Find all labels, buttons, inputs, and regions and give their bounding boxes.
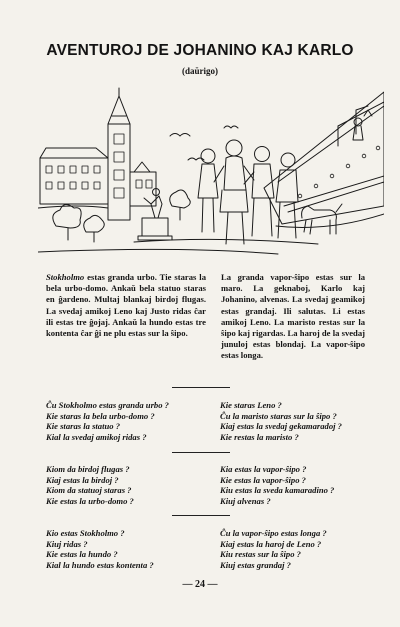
city-hall-drawing	[38, 88, 156, 220]
page-number: — 24 —	[182, 579, 218, 590]
section-divider	[172, 452, 230, 453]
question-line: Kiaj estas la svedaj gekamaradoj ?	[220, 421, 342, 432]
question-block-2-right	[220, 464, 334, 506]
question-line: Kiom da birdoj flugas ?	[46, 464, 130, 474]
question-line: Kie restas la maristo ?	[220, 431, 299, 442]
question-line: Kiom da statuoj staras ?	[46, 485, 132, 496]
city-name: Stokholmo	[46, 272, 85, 282]
question-line: Ĉu Stokholmo estas granda urbo ?	[46, 400, 169, 410]
ground-line	[38, 249, 278, 254]
question-line: Kiu restas sur la ŝipo ?	[220, 549, 301, 560]
right-paragraph-text: La granda vapor-ŝipo estas sur la maro. La geknaboj, Karlo kaj Johanino, alvenas. La svedaj geamikoj estas grandaj. Ili salutas. Li estas amikoj Leno. La maristo restas sur la ŝipo kaj rigardas. La haroj de la svedaj junuloj estas blondaj. La vapor-ŝipo estas longa.	[221, 272, 365, 361]
question-line: Kiu estas la sveda kamaradino ?	[220, 485, 335, 496]
question-block-2-left	[46, 464, 134, 506]
question-block-1-left	[46, 400, 169, 442]
question-line: Kiaj estas la birdoj ?	[46, 474, 119, 485]
question-line: Kial la svedaj amikoj ridas ?	[46, 431, 147, 442]
sailor-drawing	[353, 118, 363, 140]
children-group-drawing	[198, 140, 298, 244]
story-left-paragraph	[46, 272, 206, 339]
question-line: Kie estas la hundo ?	[46, 549, 118, 560]
question-line: Kie estas la vapor-ŝipo ?	[220, 474, 306, 485]
statue-drawing	[138, 189, 172, 241]
question-block-1-right	[220, 400, 342, 442]
question-line: Ĉu la vapor-ŝipo estas longa ?	[220, 528, 327, 538]
question-line: Kie staras la bela urbo-domo ?	[46, 410, 155, 421]
question-line: Kiuj estas grandaj ?	[220, 559, 291, 570]
ship-drawing	[264, 92, 384, 228]
page-subtitle: (daŭrigo)	[182, 66, 218, 76]
question-line: Kiaj estas la haroj de Leno ?	[220, 538, 322, 549]
story-right-paragraph	[221, 272, 365, 362]
question-line: Kiuj ridas ?	[46, 538, 88, 549]
stockholm-harbour-illustration	[38, 86, 384, 264]
question-line: Kie staras la statuo ?	[46, 421, 121, 432]
question-line: Kia estas la vapor-ŝipo ?	[220, 464, 307, 474]
question-line: Kie estas la urbo-domo ?	[46, 495, 134, 506]
question-line: Ĉu la maristo staras sur la ŝipo ?	[220, 410, 337, 421]
section-divider	[172, 387, 230, 388]
question-block-3-left	[46, 528, 154, 570]
left-paragraph-text: estas granda urbo. Tie staras la bela urbo-domo. Ankaŭ bela statuo staras en ĝardeno. Multaj blankaj birdoj flugas. La svedaj amikoj Leno kaj Justo ridas ĉar ili estas tre ĝojaj. Ankaŭ la hundo estas tre kontenta ĉar ĝi ne plu estas sur la ŝipo.	[46, 272, 206, 339]
page-title: AVENTUROJ DE JOHANINO KAJ KARLO	[46, 42, 354, 59]
section-divider	[172, 515, 230, 516]
question-line: Kiuj alvenas ?	[220, 495, 271, 506]
question-line: Kie staras Leno ?	[220, 400, 282, 410]
question-block-3-right	[220, 528, 327, 570]
question-line: Kial la hundo estas kontenta ?	[46, 559, 154, 570]
question-line: Kio estas Stokholmo ?	[46, 528, 125, 538]
